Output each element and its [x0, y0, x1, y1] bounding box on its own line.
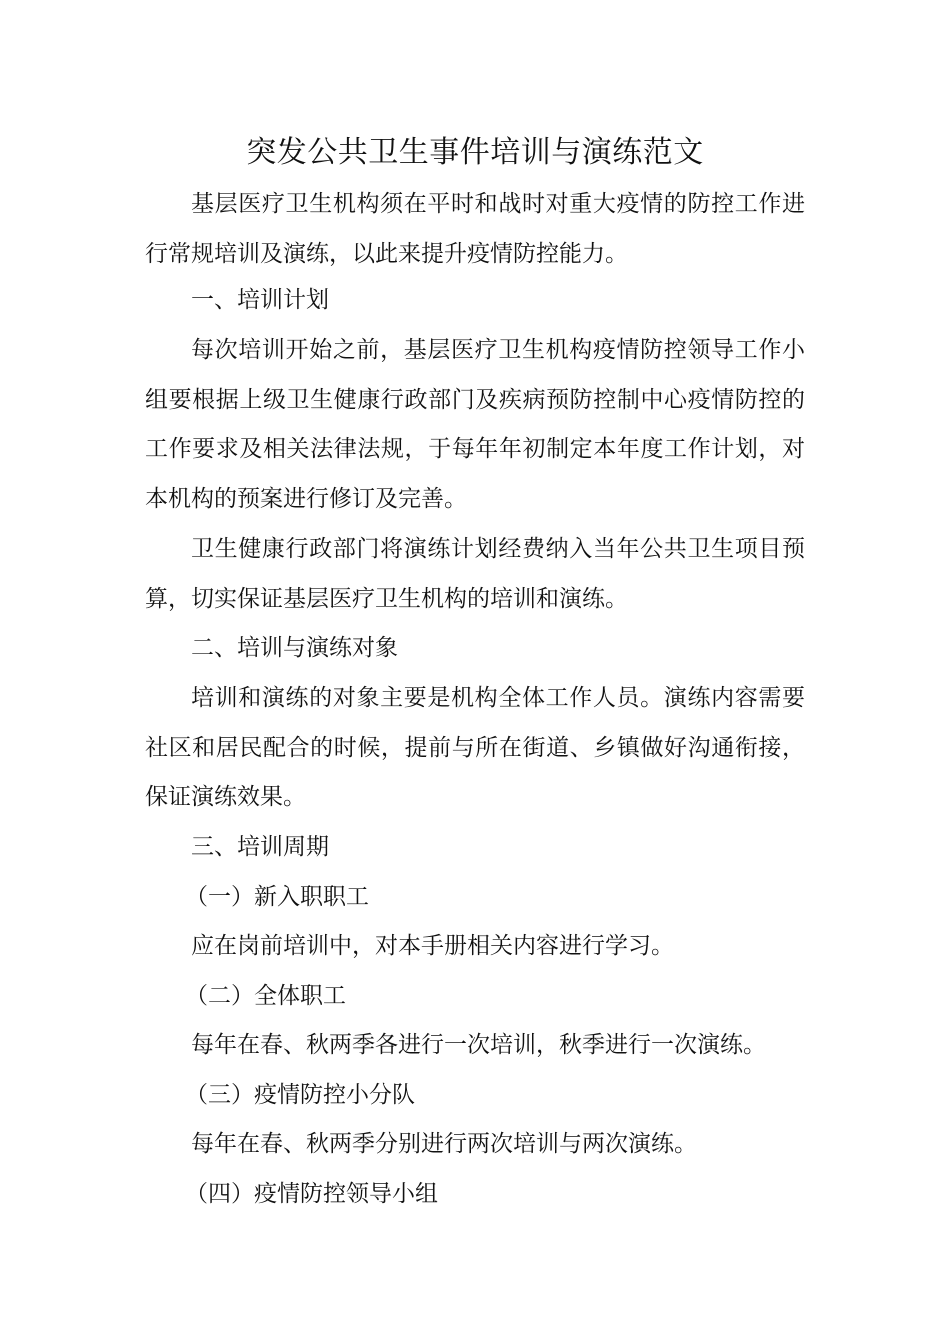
paragraph-targets: 培训和演练的对象主要是机构全体工作人员。演练内容需要社区和居民配合的时候，提前与所在街道、乡镇做好沟通衔接，保证演练效果。: [145, 685, 805, 810]
paragraph-intro: 基层医疗卫生机构须在平时和战时对重大疫情的防控工作进行常规培训及演练，以此来提升疫情防控能力。: [145, 191, 805, 267]
subheading-leadership-group: （四）疫情防控领导小组: [185, 1181, 438, 1207]
subheading-new-staff: （一）新入职职工: [185, 884, 369, 910]
paragraph-new-staff: 应在岗前培训中，对本手册相关内容进行学习。: [191, 933, 674, 959]
paragraph-prevention-team: 每年在春、秋两季分别进行两次培训与两次演练。: [191, 1131, 697, 1157]
subheading-all-staff: （二）全体职工: [185, 983, 346, 1009]
document-title: 突发公共卫生事件培训与演练范文: [246, 135, 704, 170]
section-heading-training-plan: 一、培训计划: [191, 287, 329, 313]
section-heading-cycle: 三、培训周期: [191, 834, 329, 860]
subheading-prevention-team: （三）疫情防控小分队: [185, 1082, 415, 1108]
paragraph-training-plan: 每次培训开始之前，基层医疗卫生机构疫情防控领导工作小组要根据上级卫生健康行政部门及疾病预防控制中心疫情防控的工作要求及相关法律法规，于每年年初制定本年度工作计划，对本机构的预案进行修订及完善。: [145, 337, 805, 512]
section-heading-targets: 二、培训与演练对象: [191, 635, 398, 661]
paragraph-all-staff: 每年在春、秋两季各进行一次培训，秋季进行一次演练。: [191, 1032, 766, 1058]
paragraph-funding: 卫生健康行政部门将演练计划经费纳入当年公共卫生项目预算，切实保证基层医疗卫生机构的培训和演练。: [145, 536, 805, 612]
